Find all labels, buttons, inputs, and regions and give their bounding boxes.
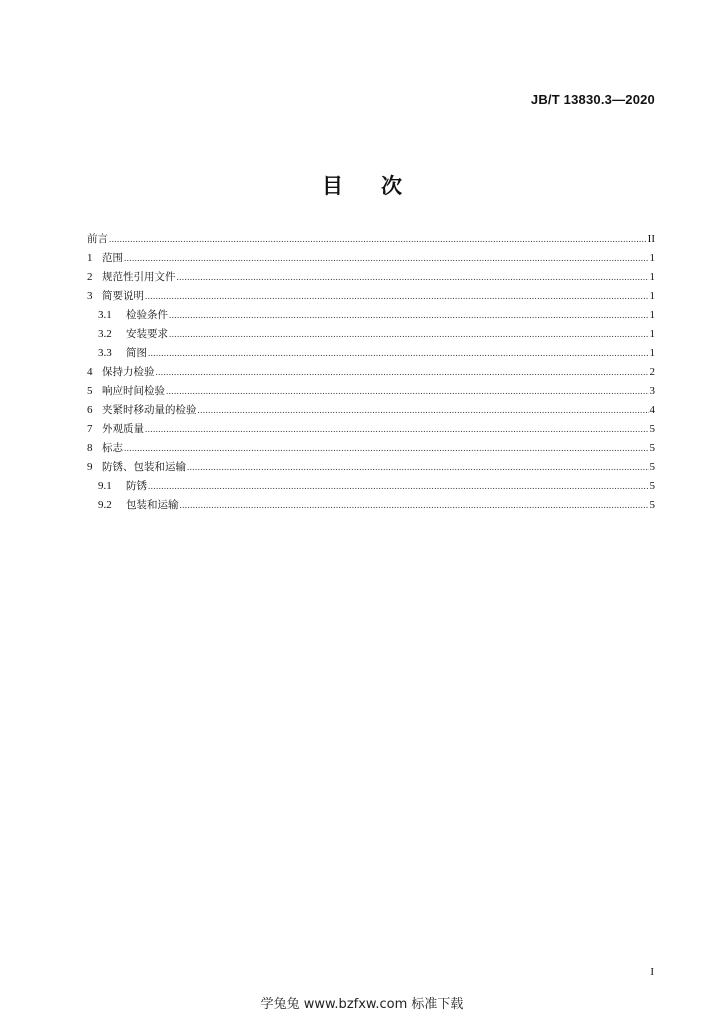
toc-entry-page: 4 [649,404,655,416]
toc-title [0,170,724,200]
toc-title-char-1: 目 [322,174,343,198]
toc-leader [148,477,649,496]
toc-entry-3-3[interactable] [87,344,655,363]
toc-leader [156,363,649,382]
toc-entry-number: 3.1 [98,309,112,321]
toc-entry-number: 3 [87,290,93,302]
toc-entry-label: 防锈、包装和运输 [102,461,186,473]
toc-entry-number: 2 [87,271,93,283]
toc-leader [177,268,649,287]
toc-entry-page: 1 [649,271,655,283]
toc-entry-page: 3 [649,385,655,397]
toc-entry-label: 包装和运输 [126,499,179,511]
toc-leader [145,287,649,306]
toc-leader [169,306,649,325]
toc-entry-number: 9.1 [98,480,112,492]
toc-entry-2[interactable] [87,268,655,287]
toc-leader [145,420,649,439]
standard-code: JB/T 13830.3—2020 [530,92,655,107]
toc-entry-number: 8 [87,442,93,454]
toc-entry-page: II [647,233,655,245]
toc-entry-number: 3.2 [98,328,112,340]
toc-entry-number: 5 [87,385,93,397]
toc-entry-label: 保持力检验 [102,366,155,378]
toc-entry-label: 标志 [102,442,123,454]
watermark-text: 学兔兔 www.bzfxw.com 标准下载 [260,997,464,1012]
toc-entry-page: 1 [649,290,655,302]
toc-leader [187,458,649,477]
toc-entry-label: 安装要求 [126,328,168,340]
toc-list [87,230,655,515]
toc-leader [169,325,649,344]
toc-entry-page: 1 [649,347,655,359]
toc-leader [148,344,649,363]
toc-entry-5[interactable] [87,382,655,401]
toc-leader [109,230,647,249]
toc-entry-label: 简图 [126,347,147,359]
toc-entry-1[interactable] [87,249,655,268]
toc-entry-number: 9.2 [98,499,112,511]
toc-entry-9-2[interactable] [87,496,655,515]
toc-entry-number: 6 [87,404,93,416]
toc-entry-label: 规范性引用文件 [102,271,176,283]
toc-entry-page: 5 [649,461,655,473]
toc-entry-label: 外观质量 [102,423,144,435]
toc-entry-4[interactable] [87,363,655,382]
toc-entry-label: 响应时间检验 [102,385,165,397]
toc-entry-page: 5 [649,480,655,492]
toc-leader [180,496,649,515]
toc-entry-label: 范围 [102,252,123,264]
toc-entry-6[interactable] [87,401,655,420]
toc-entry-number: 4 [87,366,93,378]
toc-entry-label: 防锈 [126,480,147,492]
toc-entry-page: 1 [649,309,655,321]
toc-entry-3[interactable] [87,287,655,306]
toc-entry-7[interactable] [87,420,655,439]
toc-entry-page: 1 [649,252,655,264]
toc-entry-label: 前言 [87,233,108,245]
toc-title-char-2: 次 [381,174,402,198]
toc-entry-page: 5 [649,442,655,454]
page-number: I [650,966,654,978]
toc-entry-number: 1 [87,252,93,264]
toc-entry-number: 3.3 [98,347,112,359]
toc-entry-page: 5 [649,499,655,511]
toc-entry-3-2[interactable] [87,325,655,344]
toc-entry-page: 5 [649,423,655,435]
toc-entry-9[interactable] [87,458,655,477]
toc-entry-foreword[interactable] [87,230,655,249]
toc-entry-number: 7 [87,423,93,435]
toc-entry-9-1[interactable] [87,477,655,496]
toc-entry-label: 夹紧时移动量的检验 [102,404,197,416]
toc-entry-page: 2 [649,366,655,378]
toc-leader [166,382,649,401]
toc-entry-3-1[interactable] [87,306,655,325]
toc-leader [198,401,649,420]
toc-entry-8[interactable] [87,439,655,458]
toc-entry-label: 检验条件 [126,309,168,321]
toc-leader [124,249,649,268]
toc-entry-number: 9 [87,461,93,473]
toc-entry-label: 简要说明 [102,290,144,302]
toc-entry-page: 1 [649,328,655,340]
toc-leader [124,439,649,458]
